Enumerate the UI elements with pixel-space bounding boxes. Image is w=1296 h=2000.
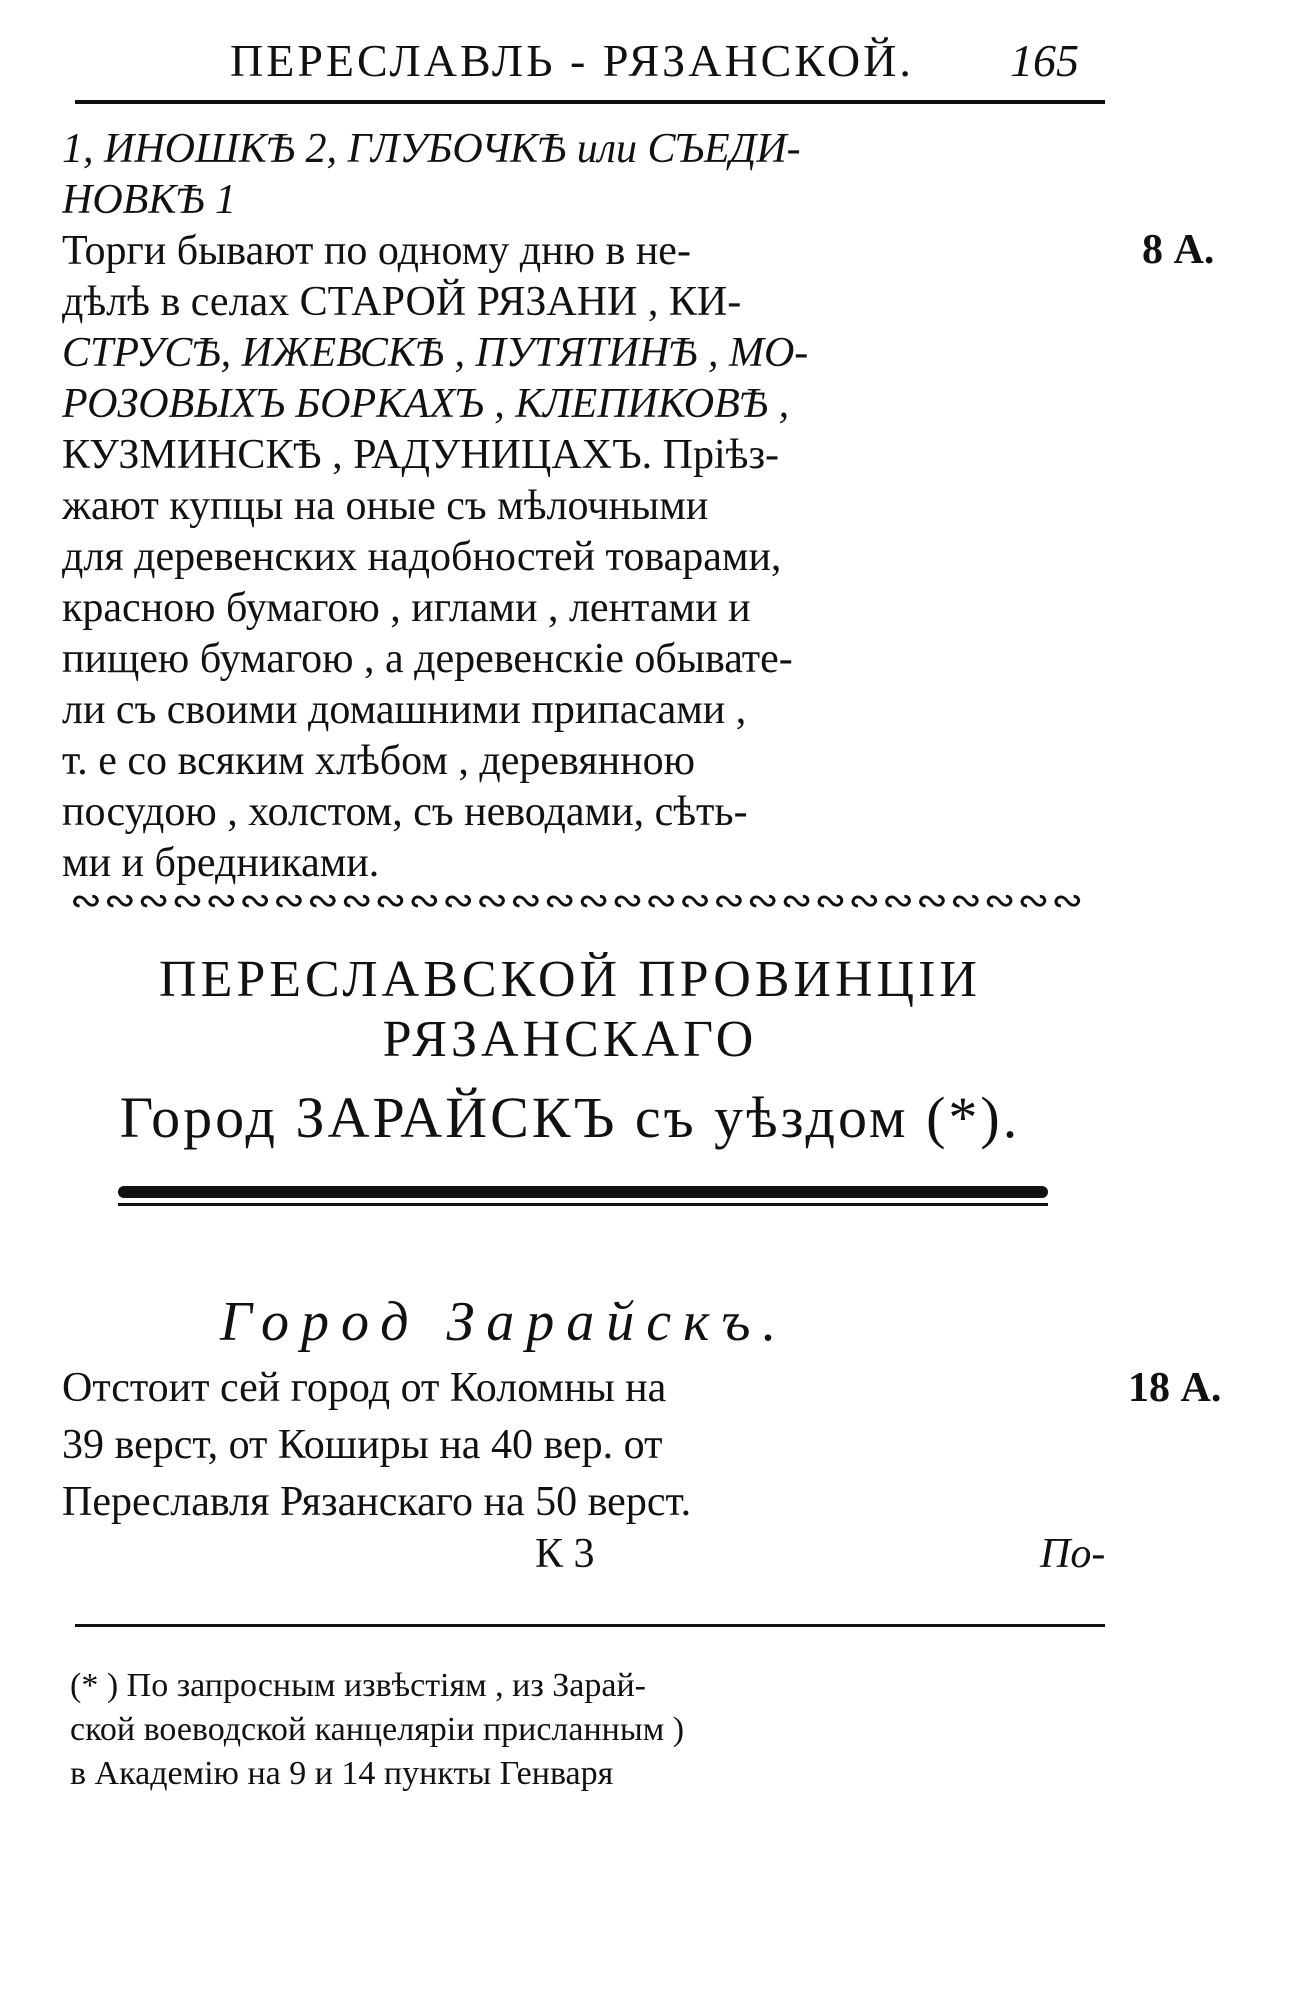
text-line: посудою , холстом, съ неводами, сѣть- xyxy=(62,789,748,835)
text-line: ли съ своими домашними припасами , xyxy=(62,687,747,733)
footnote-line: ской воеводской канцеляріи присланным ) xyxy=(70,1711,685,1748)
heading-town-zaraysk: Город ЗАРАЙСКЪ съ уѣздом (*). xyxy=(119,1085,1021,1150)
footnote-rule xyxy=(75,1624,1105,1627)
text-line: ми и бредниками. xyxy=(62,840,380,886)
margin-note-2: 18 А. xyxy=(1128,1365,1222,1411)
text-line: красною бумагою , иглами , лентами и xyxy=(62,585,751,631)
text-line: НОВКѢ 1 xyxy=(62,177,237,223)
paragraph-market-days xyxy=(62,124,1102,889)
text-line: пищею бумагою , а деревенскіе обывате- xyxy=(62,636,793,682)
ornament-border: ∾∾∾∾∾∾∾∾∾∾∾∾∾∾∾∾∾∾∾∾∾∾∾∾∾∾∾∾∾∾ xyxy=(70,880,1086,918)
catchword: По- xyxy=(1040,1531,1106,1577)
text-line: 1, ИНОШКѢ 2, ГЛУБОЧКѢ или СЪЕДИ- xyxy=(62,126,801,172)
header-rule xyxy=(75,100,1105,104)
divider-rule-thin xyxy=(118,1203,1048,1206)
text-line: 39 верст, от Коширы на 40 вер. от xyxy=(62,1422,663,1468)
running-title: ПЕРЕСЛАВЛЬ - РЯЗАНСКОЙ. xyxy=(230,35,914,86)
heading-province: ПЕРЕСЛАВСКОЙ ПРОВИНЦІИ xyxy=(159,951,981,1008)
heading-ryazan: РЯЗАНСКАГО xyxy=(382,1011,758,1068)
text-line: для деревенских надобностей товарами, xyxy=(62,534,782,580)
text-line: Отстоит сей город от Коломны на xyxy=(62,1365,667,1411)
footnote-line: в Академію на 9 и 14 пункты Генваря xyxy=(70,1755,614,1792)
text-line: СТРУСѢ, ИЖЕВСКѢ , ПУТЯТИНѢ , МО- xyxy=(62,330,809,376)
page-number: 165 xyxy=(1010,35,1079,86)
text-line: т. е со всяким хлѣбом , деревянною xyxy=(62,738,695,784)
divider-rule xyxy=(118,1186,1048,1198)
text-line: Переславля Рязанскаго на 50 верст. xyxy=(62,1479,692,1525)
text-line: жают купцы на оные съ мѣлочными xyxy=(62,483,709,529)
footnote xyxy=(70,1664,1110,1796)
paragraph-distances xyxy=(62,1360,1102,1531)
text-line: КУЗМИНСКѢ , РАДУНИЦАХЪ. Пріѣз- xyxy=(62,432,780,478)
text-line: РОЗОВЫХЪ БОРКАХЪ , КЛЕПИКОВѢ , xyxy=(62,381,790,427)
text-line: дѣлѣ в селах СТАРОЙ РЯЗАНИ , КИ- xyxy=(62,279,742,325)
margin-note-1: 8 А. xyxy=(1142,227,1215,273)
footnote-line: (* ) По запросным извѣстіям , из Зарай- xyxy=(70,1667,647,1704)
section-title: Город Зарайскъ. xyxy=(220,1291,789,1353)
signature-mark: К 3 xyxy=(535,1531,595,1577)
text-line: Торги бывают по одному дню в не- xyxy=(62,228,691,274)
